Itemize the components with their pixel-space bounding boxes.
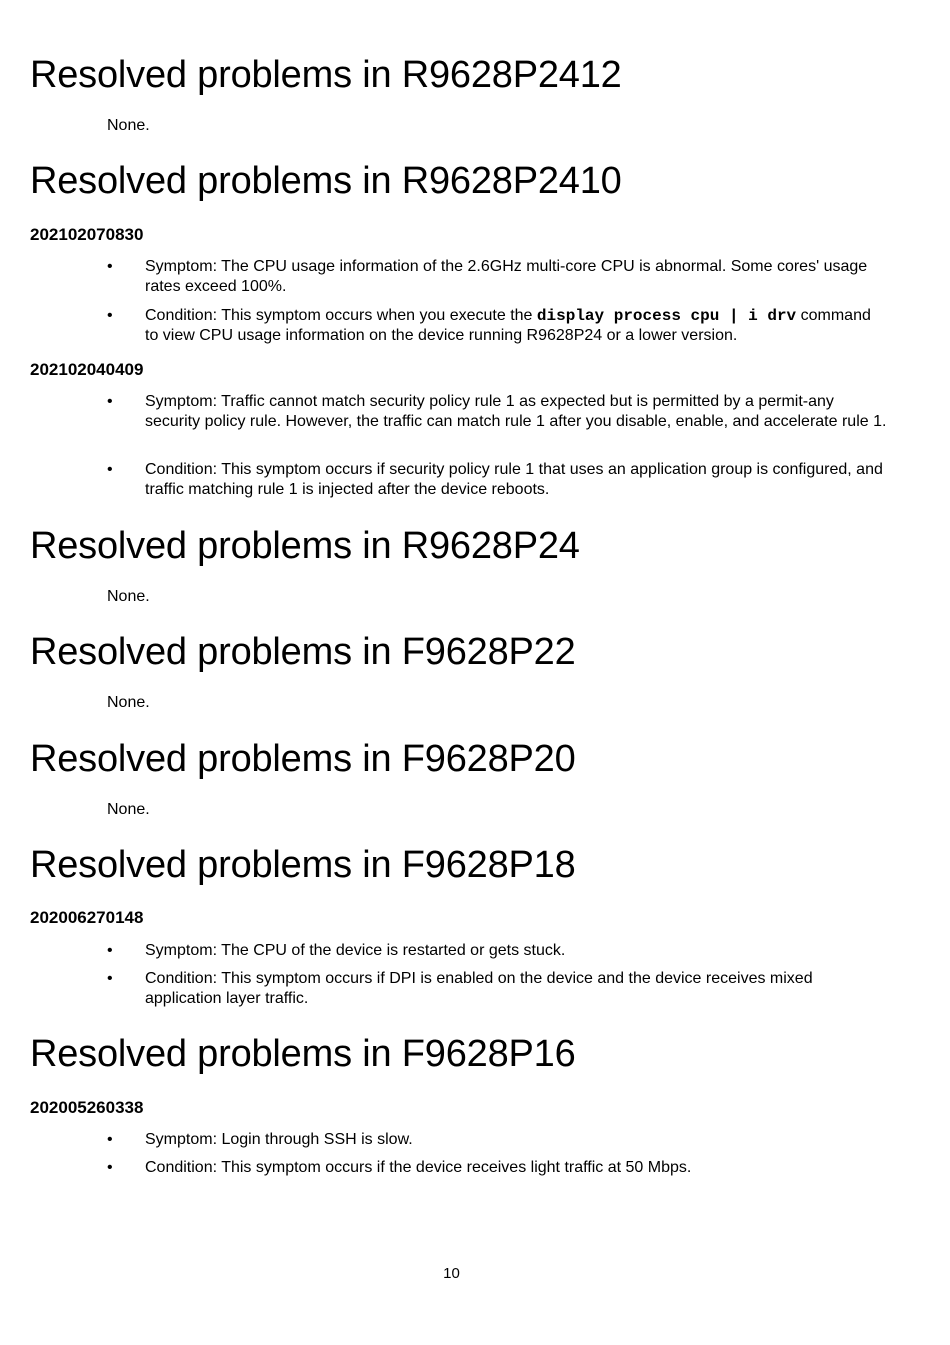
symptom-text: Symptom: The CPU usage information of the 2.6GHz multi-core CPU is abnormal. Some cores' usage rates exceed 100%.	[145, 258, 868, 295]
section-title-f9628p20: Resolved problems in F9628P20	[30, 738, 576, 780]
problem-id: 202006270148	[30, 908, 144, 927]
problem-id: 202005260338	[30, 1098, 144, 1117]
section-title-f9628p18: Resolved problems in F9628P18	[30, 844, 576, 886]
symptom-item	[107, 1130, 887, 1150]
condition-item	[107, 460, 887, 500]
condition-text: Condition: This symptom occurs if the device receives light traffic at 50 Mbps.	[145, 1159, 692, 1176]
none-note: None.	[107, 588, 150, 605]
symptom-item	[107, 941, 887, 961]
bullet-icon: •	[107, 393, 113, 410]
condition-text: Condition: This symptom occurs if security policy rule 1 that uses an application group is configured, and traffic matching rule 1 is injected after the device reboots.	[145, 461, 883, 498]
none-note: None.	[107, 117, 150, 134]
section-title-f9628p16: Resolved problems in F9628P16	[30, 1033, 576, 1075]
bullet-icon: •	[107, 461, 113, 478]
bullet-icon: •	[107, 970, 113, 987]
section-title-r9628p24: Resolved problems in R9628P24	[30, 525, 580, 567]
condition-item	[107, 306, 887, 346]
condition-text: Condition: This symptom occurs if DPI is enabled on the device and the device receives mixed application layer traffic.	[145, 970, 813, 1007]
condition-text-start: Condition: This symptom occurs when you execute the	[145, 307, 533, 324]
command-text: display process cpu | i drv	[536, 307, 797, 325]
symptom-item	[107, 257, 887, 297]
symptom-text: Symptom: The CPU of the device is restarted or gets stuck.	[145, 942, 566, 959]
bullet-icon: •	[107, 258, 113, 275]
condition-item	[107, 1158, 887, 1178]
symptom-text: Symptom: Traffic cannot match security policy rule 1 as expected but is permitted by a permit-any security policy rule. However, the traffic can match rule 1 after you disable, enable, and accelerate rule 1.	[145, 393, 887, 430]
section-title-f9628p22: Resolved problems in F9628P22	[30, 631, 576, 673]
bullet-icon: •	[107, 942, 113, 959]
section-title-r9628p2412: Resolved problems in R9628P2412	[30, 54, 622, 96]
symptom-item	[107, 392, 887, 432]
page-number: 10	[443, 1265, 460, 1282]
symptom-text: Symptom: Login through SSH is slow.	[145, 1131, 413, 1148]
section-title-r9628p2410: Resolved problems in R9628P2410	[30, 160, 622, 202]
bullet-icon: •	[107, 1131, 113, 1148]
bullet-icon: •	[107, 307, 113, 324]
none-note: None.	[107, 801, 150, 818]
none-note: None.	[107, 694, 150, 711]
condition-text-end: command to view CPU usage information on the device running R9628P24 or a lower version.	[145, 307, 871, 344]
problem-id: 202102070830	[30, 225, 144, 244]
condition-item	[107, 969, 887, 1009]
bullet-icon: •	[107, 1159, 113, 1176]
condition-text	[145, 306, 887, 346]
problem-id: 202102040409	[30, 360, 144, 379]
